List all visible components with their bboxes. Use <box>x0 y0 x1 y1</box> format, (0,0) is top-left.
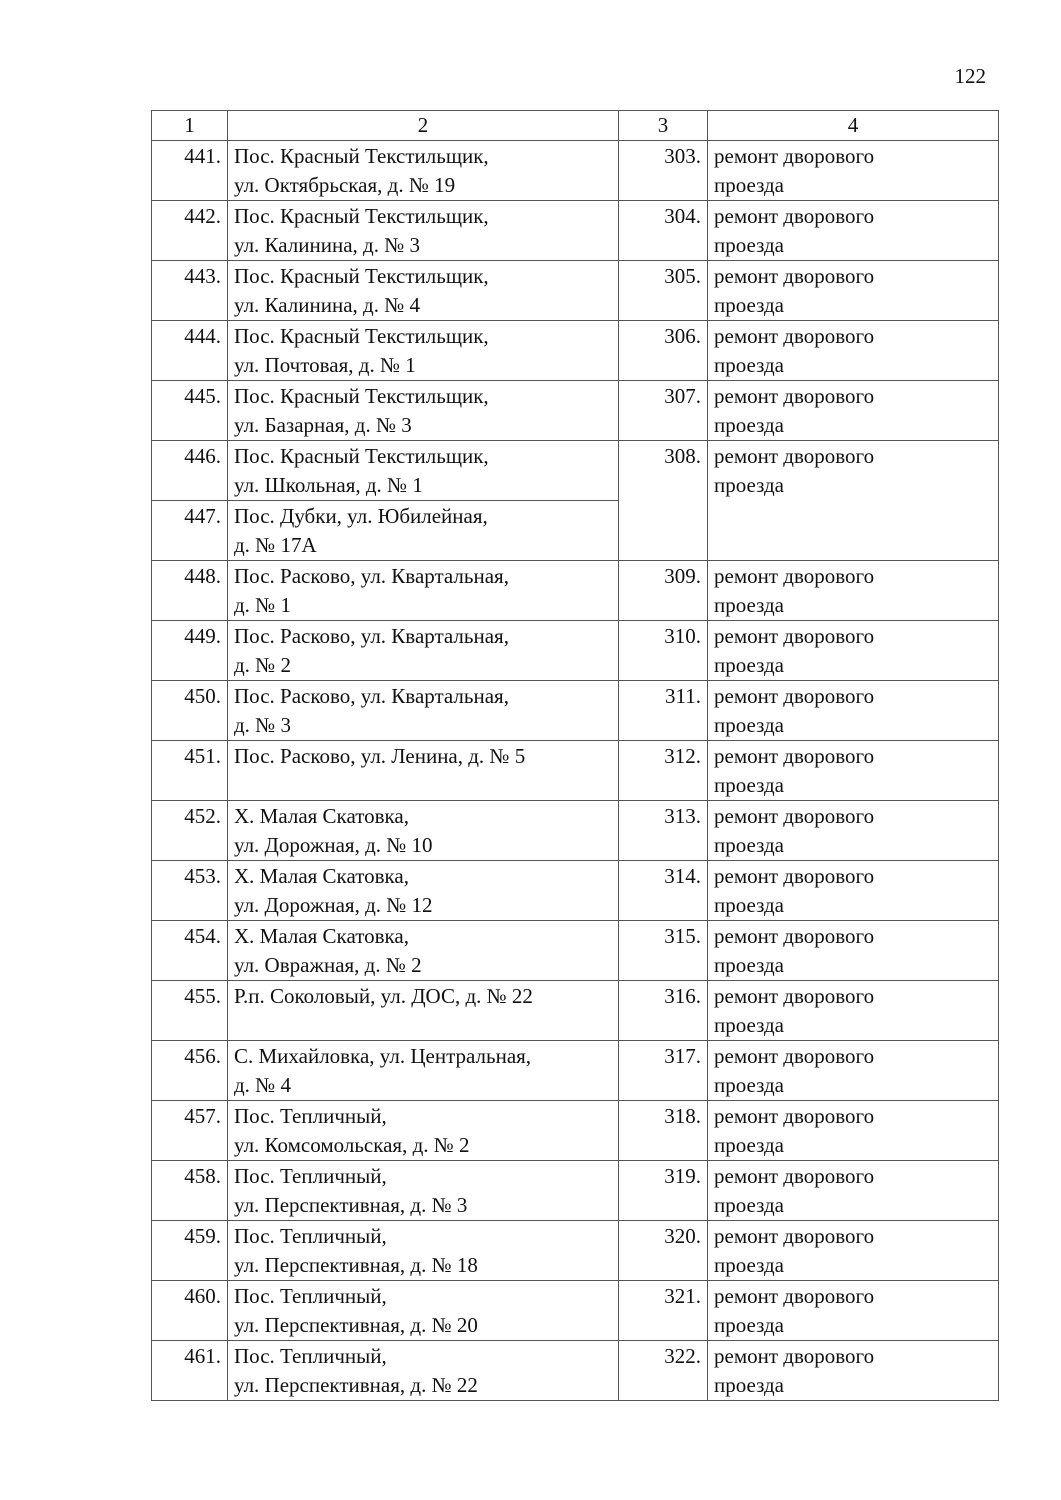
table-row <box>152 441 999 501</box>
column-header-2: 2 <box>228 111 619 141</box>
table-row <box>152 921 999 981</box>
work-type-cell: ремонт дворового проезда <box>708 141 999 201</box>
row-number: 442. <box>152 201 228 261</box>
work-type-cell: ремонт дворового проезда <box>708 1221 999 1281</box>
code-cell: 310. <box>619 621 708 681</box>
row-number: 459. <box>152 1221 228 1281</box>
address-cell: Пос. Расково, ул. Ленина, д. № 5 <box>228 741 619 801</box>
work-type-cell: ремонт дворового проезда <box>708 1341 999 1401</box>
address-cell: Пос. Расково, ул. Квартальная, д. № 3 <box>228 681 619 741</box>
address-table <box>151 110 999 1401</box>
address-cell: Р.п. Соколовый, ул. ДОС, д. № 22 <box>228 981 619 1041</box>
table-row <box>152 321 999 381</box>
row-number: 451. <box>152 741 228 801</box>
address-cell: Пос. Расково, ул. Квартальная, д. № 2 <box>228 621 619 681</box>
work-type-cell: ремонт дворового проезда <box>708 1041 999 1101</box>
address-cell: Х. Малая Скатовка, ул. Овражная, д. № 2 <box>228 921 619 981</box>
work-type-cell: ремонт дворового проезда <box>708 1281 999 1341</box>
column-header-1: 1 <box>152 111 228 141</box>
table-row <box>152 741 999 801</box>
code-cell: 317. <box>619 1041 708 1101</box>
table-row <box>152 381 999 441</box>
table-row <box>152 141 999 201</box>
work-type-cell: ремонт дворового проезда <box>708 441 999 561</box>
work-type-cell: ремонт дворового проезда <box>708 861 999 921</box>
row-number: 444. <box>152 321 228 381</box>
row-number: 455. <box>152 981 228 1041</box>
code-cell: 304. <box>619 201 708 261</box>
work-type-cell: ремонт дворового проезда <box>708 261 999 321</box>
address-cell: Пос. Тепличный, ул. Перспективная, д. № 18 <box>228 1221 619 1281</box>
row-number: 450. <box>152 681 228 741</box>
code-cell: 308. <box>619 441 708 561</box>
code-cell: 303. <box>619 141 708 201</box>
row-number: 458. <box>152 1161 228 1221</box>
code-cell: 316. <box>619 981 708 1041</box>
code-cell: 313. <box>619 801 708 861</box>
table-row <box>152 681 999 741</box>
address-cell: Пос. Дубки, ул. Юбилейная, д. № 17А <box>228 501 619 561</box>
work-type-cell: ремонт дворового проезда <box>708 381 999 441</box>
table-row <box>152 561 999 621</box>
row-number: 448. <box>152 561 228 621</box>
table-row <box>152 1041 999 1101</box>
table-row <box>152 1161 999 1221</box>
table-row <box>152 621 999 681</box>
work-type-cell: ремонт дворового проезда <box>708 1101 999 1161</box>
row-number: 452. <box>152 801 228 861</box>
address-cell: Х. Малая Скатовка, ул. Дорожная, д. № 12 <box>228 861 619 921</box>
address-cell: С. Михайловка, ул. Центральная, д. № 4 <box>228 1041 619 1101</box>
address-cell: Пос. Красный Текстильщик, ул. Школьная, д. № 1 <box>228 441 619 501</box>
row-number: 449. <box>152 621 228 681</box>
table-row <box>152 201 999 261</box>
code-cell: 319. <box>619 1161 708 1221</box>
address-cell: Пос. Красный Текстильщик, ул. Почтовая, д. № 1 <box>228 321 619 381</box>
table-row <box>152 1341 999 1401</box>
row-number: 447. <box>152 501 228 561</box>
address-cell: Пос. Тепличный, ул. Перспективная, д. № 3 <box>228 1161 619 1221</box>
code-cell: 314. <box>619 861 708 921</box>
table-row <box>152 801 999 861</box>
work-type-cell: ремонт дворового проезда <box>708 561 999 621</box>
code-cell: 309. <box>619 561 708 621</box>
column-header-3: 3 <box>619 111 708 141</box>
work-type-cell: ремонт дворового проезда <box>708 1161 999 1221</box>
table-row <box>152 1221 999 1281</box>
address-cell: Пос. Тепличный, ул. Комсомольская, д. № 2 <box>228 1101 619 1161</box>
work-type-cell: ремонт дворового проезда <box>708 921 999 981</box>
address-cell: Пос. Тепличный, ул. Перспективная, д. № 22 <box>228 1341 619 1401</box>
code-cell: 315. <box>619 921 708 981</box>
table-row <box>152 261 999 321</box>
work-type-cell: ремонт дворового проезда <box>708 621 999 681</box>
code-cell: 320. <box>619 1221 708 1281</box>
column-header-4: 4 <box>708 111 999 141</box>
work-type-cell: ремонт дворового проезда <box>708 741 999 801</box>
address-cell: Пос. Красный Текстильщик, ул. Калинина, д. № 3 <box>228 201 619 261</box>
work-type-cell: ремонт дворового проезда <box>708 201 999 261</box>
row-number: 457. <box>152 1101 228 1161</box>
row-number: 461. <box>152 1341 228 1401</box>
row-number: 460. <box>152 1281 228 1341</box>
row-number: 445. <box>152 381 228 441</box>
work-type-cell: ремонт дворового проезда <box>708 981 999 1041</box>
address-cell: Пос. Тепличный, ул. Перспективная, д. № 20 <box>228 1281 619 1341</box>
table-row <box>152 1101 999 1161</box>
address-cell: Пос. Красный Текстильщик, ул. Калинина, д. № 4 <box>228 261 619 321</box>
row-number: 441. <box>152 141 228 201</box>
row-number: 443. <box>152 261 228 321</box>
table-row <box>152 861 999 921</box>
code-cell: 306. <box>619 321 708 381</box>
address-cell: Х. Малая Скатовка, ул. Дорожная, д. № 10 <box>228 801 619 861</box>
work-type-cell: ремонт дворового проезда <box>708 801 999 861</box>
code-cell: 307. <box>619 381 708 441</box>
row-number: 456. <box>152 1041 228 1101</box>
row-number: 453. <box>152 861 228 921</box>
table-row <box>152 1281 999 1341</box>
code-cell: 305. <box>619 261 708 321</box>
address-cell: Пос. Расково, ул. Квартальная, д. № 1 <box>228 561 619 621</box>
address-cell: Пос. Красный Текстильщик, ул. Октябрьская, д. № 19 <box>228 141 619 201</box>
work-type-cell: ремонт дворового проезда <box>708 321 999 381</box>
page-number: 122 <box>954 64 986 88</box>
code-cell: 312. <box>619 741 708 801</box>
table-header-row <box>152 111 999 141</box>
address-cell: Пос. Красный Текстильщик, ул. Базарная, д. № 3 <box>228 381 619 441</box>
work-type-cell: ремонт дворового проезда <box>708 681 999 741</box>
code-cell: 318. <box>619 1101 708 1161</box>
code-cell: 321. <box>619 1281 708 1341</box>
row-number: 454. <box>152 921 228 981</box>
code-cell: 322. <box>619 1341 708 1401</box>
code-cell: 311. <box>619 681 708 741</box>
table-row <box>152 981 999 1041</box>
row-number: 446. <box>152 441 228 501</box>
